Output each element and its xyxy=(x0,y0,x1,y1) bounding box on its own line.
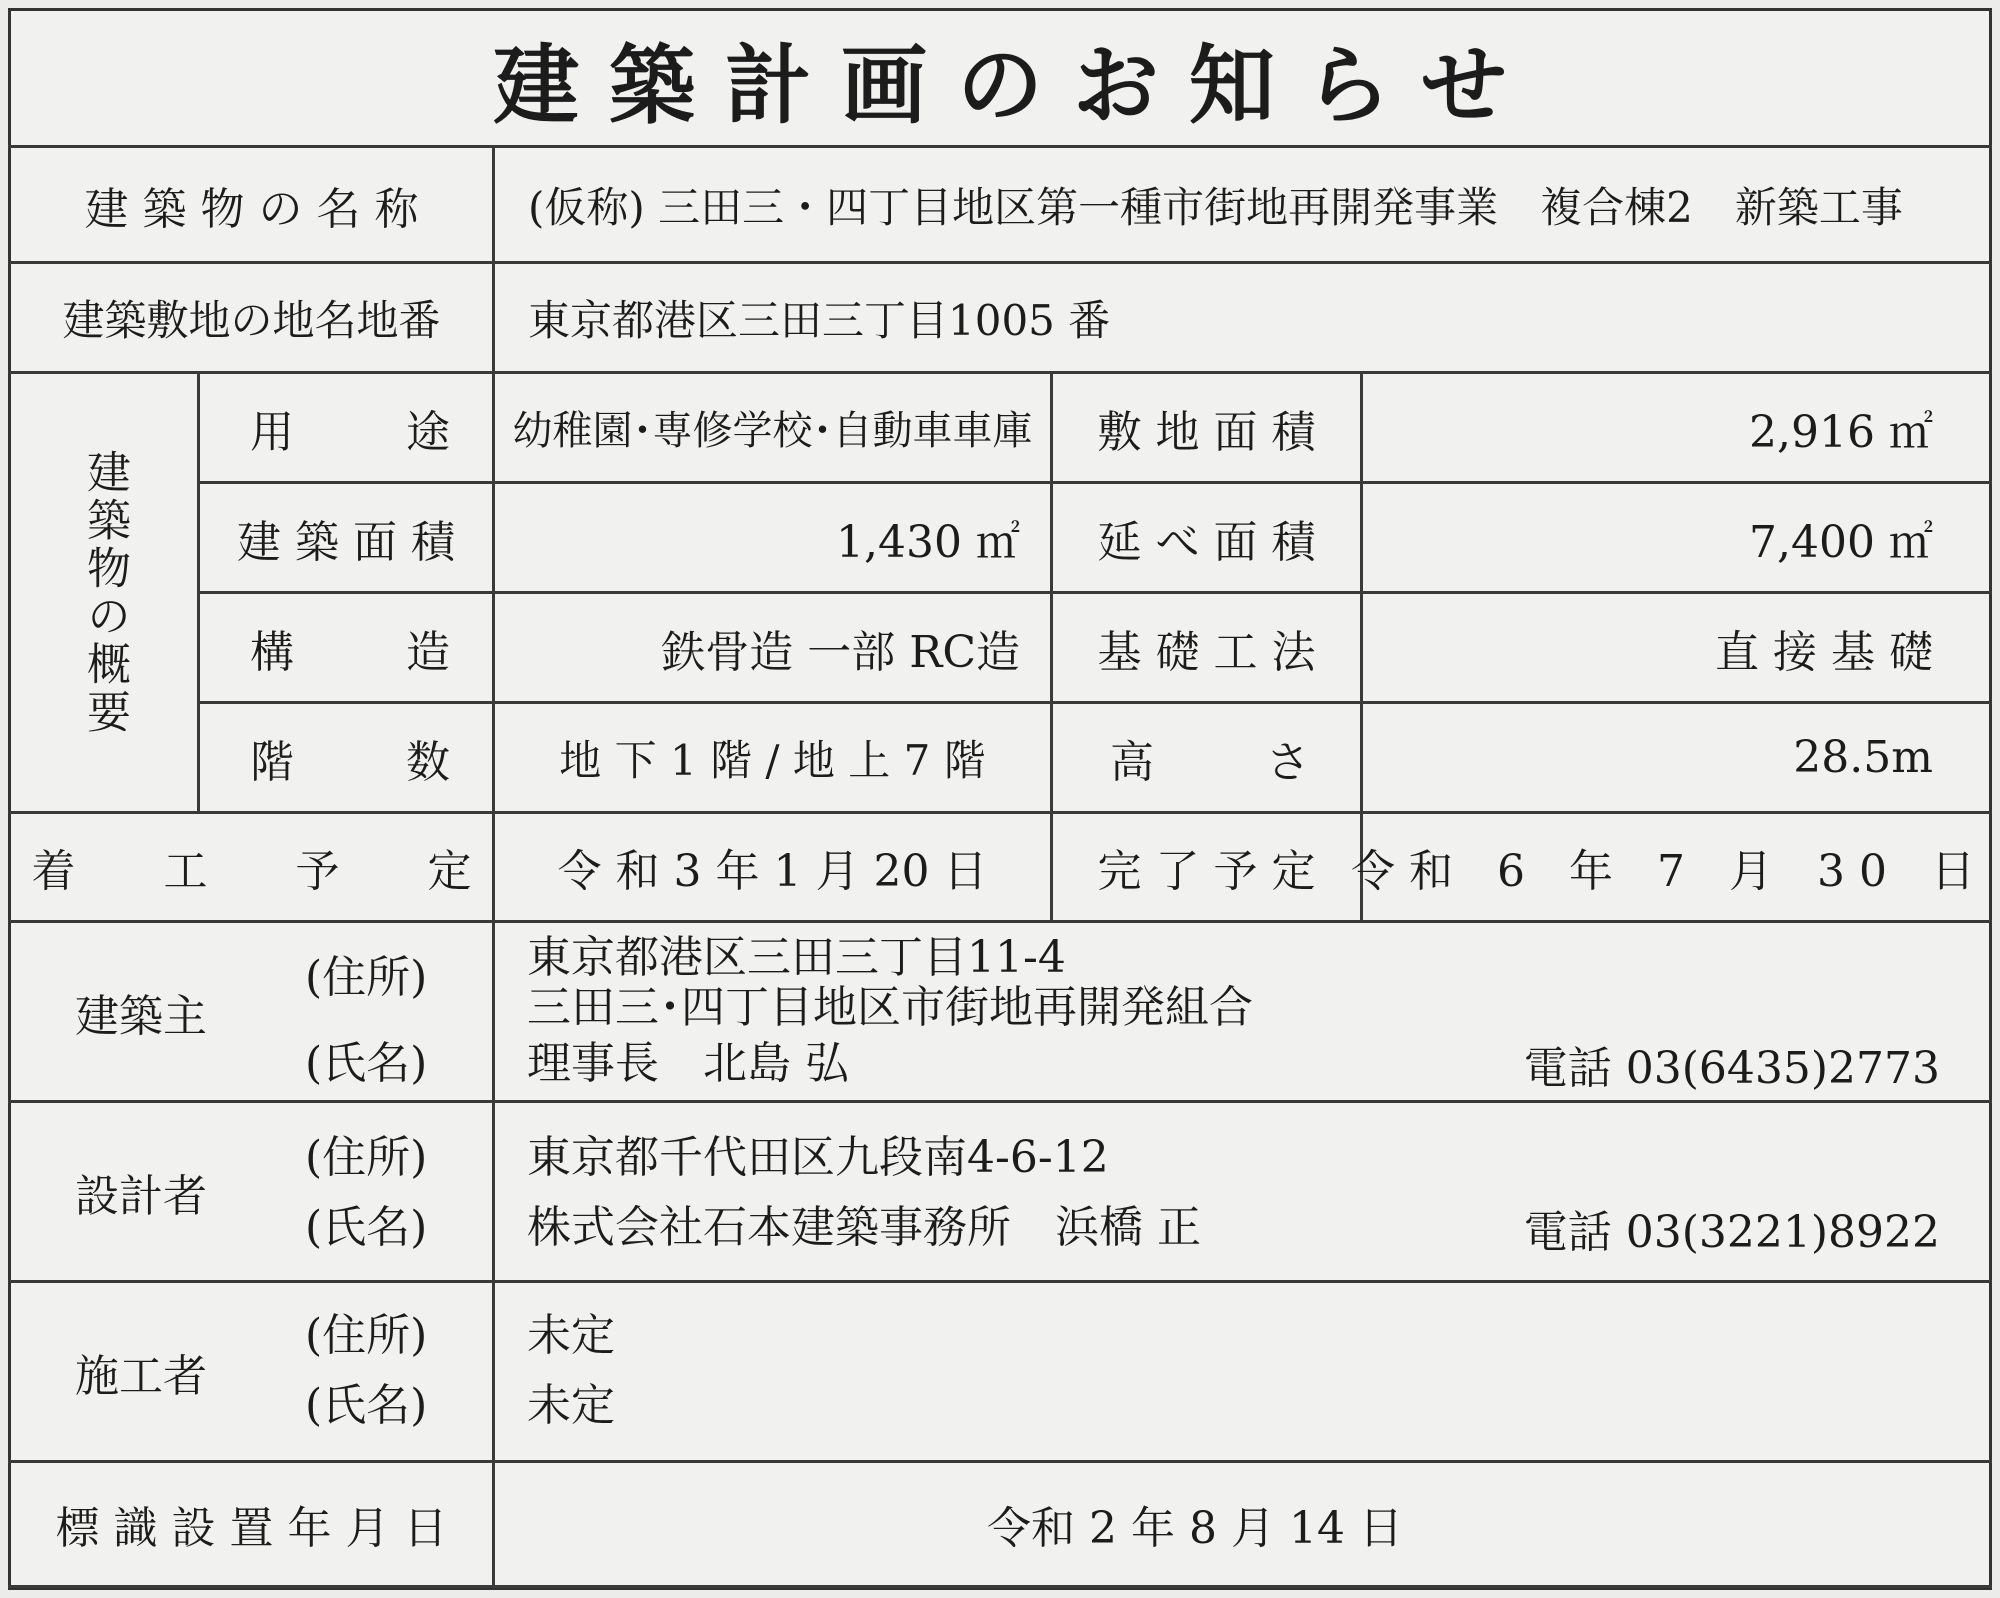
contractor-name-label: (氏名) xyxy=(305,1380,428,1431)
contractor-person: 未定 xyxy=(527,1380,615,1431)
overview-label: 建築物の概要 xyxy=(79,448,130,737)
site-area-label: 敷 地 面 積 xyxy=(1097,406,1316,458)
designer-name-label: (氏名) xyxy=(305,1202,428,1253)
use-label: 用 途 xyxy=(250,406,450,458)
designer-label: 設計者 xyxy=(75,1170,207,1222)
completion-label: 完 了 予 定 xyxy=(1097,846,1316,897)
site-area-value: 2,916 ㎡ xyxy=(1749,406,1933,458)
start-label: 着 工 予 定 xyxy=(31,846,472,897)
building-area-value: 1,430 ㎡ xyxy=(836,516,1020,568)
owner-phone: 電話 03(6435)2773 xyxy=(1523,1043,1940,1094)
building-name-value: (仮称) 三田三・四丁目地区第一種市街地再開発事業 複合棟2 新築工事 xyxy=(528,182,1903,232)
contractor-label: 施工者 xyxy=(75,1350,207,1402)
floors-value: 地 下 1 階 / 地 上 7 階 xyxy=(559,735,986,785)
rule xyxy=(8,920,1992,923)
designer-phone: 電話 03(3221)8922 xyxy=(1523,1207,1940,1258)
total-area-value: 7,400 ㎡ xyxy=(1749,516,1933,568)
site-address-value: 東京都港区三田三丁目1005 番 xyxy=(528,295,1111,345)
owner-name-label: (氏名) xyxy=(305,1038,428,1089)
structure-label: 構 造 xyxy=(250,626,450,678)
floors-label: 階 数 xyxy=(250,736,450,788)
owner-person: 理事長 北島 弘 xyxy=(527,1038,849,1089)
rule xyxy=(8,1585,1992,1588)
use-value: 幼稚園･専修学校･自動車車庫 xyxy=(512,408,1033,454)
posted-value: 令和 2 年 8 月 14 日 xyxy=(987,1503,1403,1554)
site-address-label: 建築敷地の地名地番 xyxy=(62,295,441,345)
building-area-label: 建 築 面 積 xyxy=(237,516,455,568)
owner-label: 建築主 xyxy=(75,990,207,1042)
completion-value: 令 和 6 年 7 月 3 0 日 xyxy=(1351,846,1975,897)
owner-addr-label: (住所) xyxy=(305,952,428,1003)
total-area-label: 延 べ 面 積 xyxy=(1097,516,1316,568)
owner-address: 東京都港区三田三丁目11-4 xyxy=(527,932,1066,983)
rule xyxy=(8,1100,1992,1103)
rule xyxy=(197,371,200,813)
owner-org: 三田三･四丁目地区市街地再開発組合 xyxy=(527,982,1253,1033)
posted-label: 標 識 設 置 年 月 日 xyxy=(55,1503,448,1554)
foundation-label: 基 礎 工 法 xyxy=(1097,626,1316,678)
structure-value: 鉄骨造 一部 RC造 xyxy=(661,626,1020,678)
designer-addr-label: (住所) xyxy=(305,1132,428,1183)
foundation-value: 直 接 基 礎 xyxy=(1715,626,1933,678)
contractor-address: 未定 xyxy=(527,1310,615,1361)
building-name-label: 建 築 物 の 名 称 xyxy=(84,183,419,235)
rule xyxy=(8,1280,1992,1283)
height-value: 28.5m xyxy=(1793,732,1933,783)
designer-address: 東京都千代田区九段南4-6-12 xyxy=(527,1132,1109,1183)
page-title: 建 築 計 画 の お 知 ら せ xyxy=(493,35,1507,136)
height-label: 高 さ xyxy=(1110,736,1310,788)
start-value: 令 和 3 年 1 月 20 日 xyxy=(557,846,988,897)
contractor-addr-label: (住所) xyxy=(305,1310,428,1361)
designer-person: 株式会社石本建築事務所 浜橋 正 xyxy=(527,1202,1201,1253)
